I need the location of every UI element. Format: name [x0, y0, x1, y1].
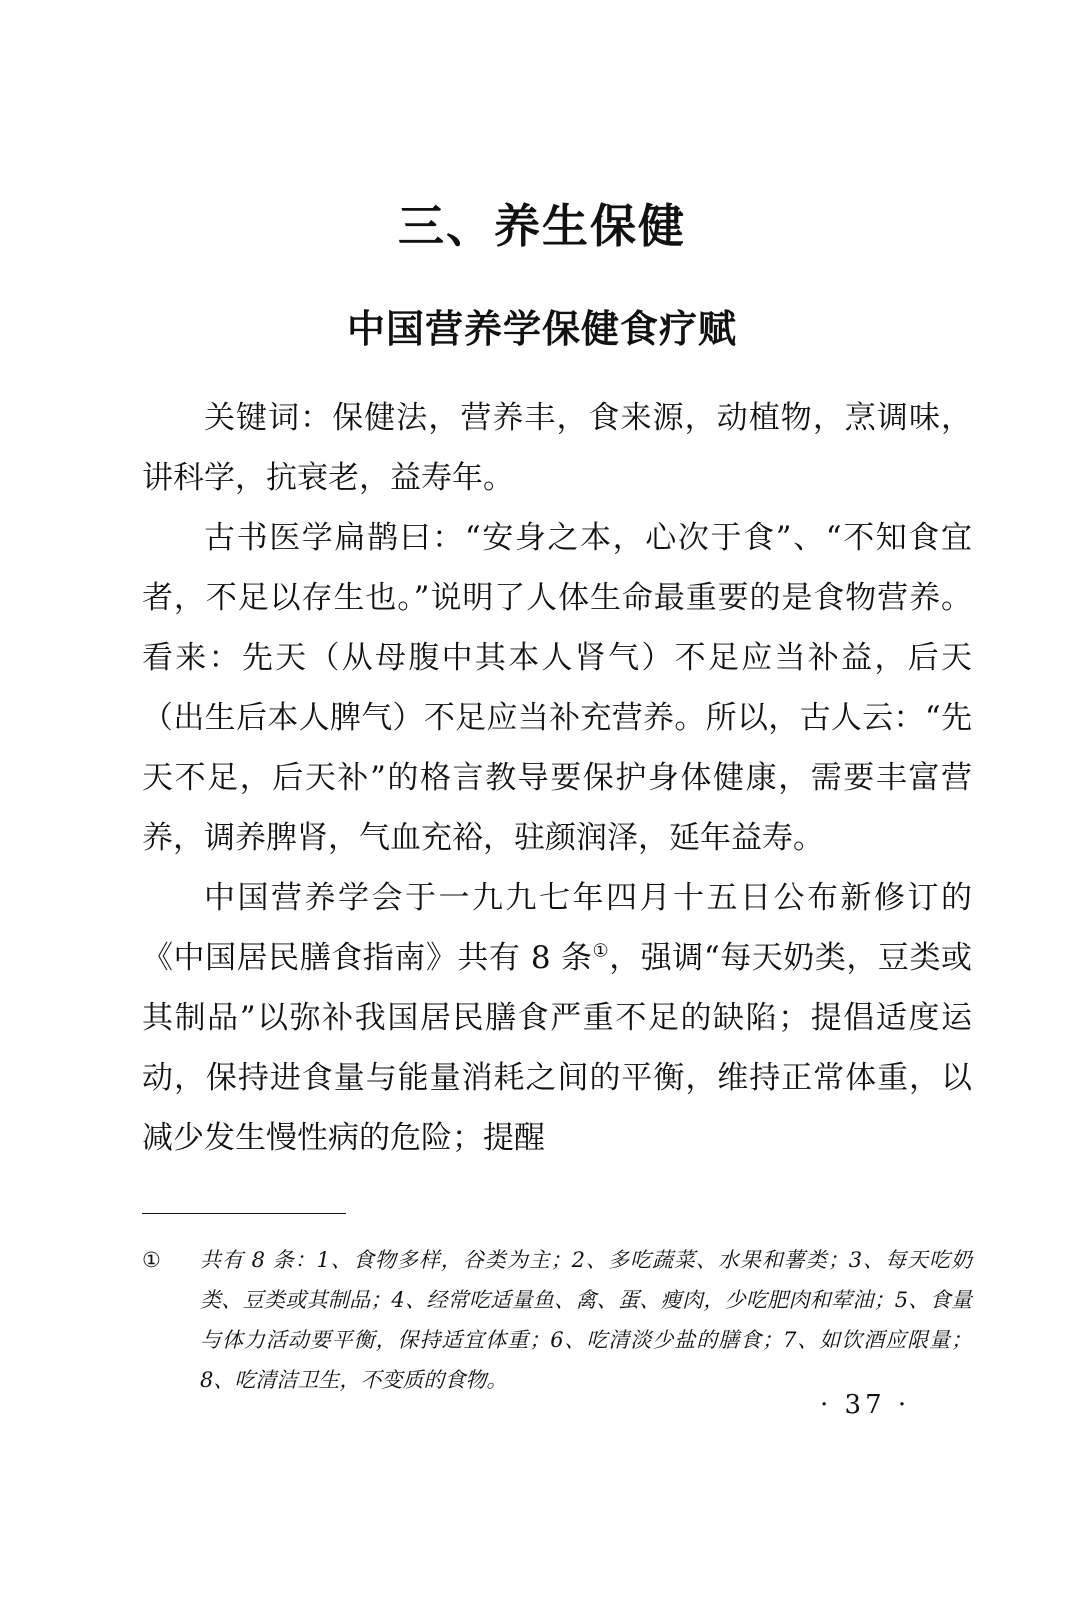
- footnote-reference: ①: [592, 940, 610, 962]
- paragraph-text: 中国营养学会于一九九七年四月十五日公布新修订的《中国居民膳食指南》共有 8 条: [142, 880, 972, 976]
- body-paragraph: 古书医学扁鹊曰：“安身之本，心次于食”、“不知食宜者，不足以存生也。”说明了人体生命最重要的是食物营养。看来：先天（从母腹中其本人肾气）不足应当补益，后天（出生后本人脾气）不足应当补充营养。所以，古人云：“先天不足，后天补”的格言教导要保护身体健康，需要丰富营养，调养脾肾，气血充裕，驻颜润泽，延年益寿。: [142, 520, 972, 856]
- footnote-text: 共有 8 条：1、食物多样，谷类为主；2、多吃蔬菜、水果和薯类；3、每天吃奶类、豆类或其制品；4、经常吃适量鱼、禽、蛋、瘦肉，少吃肥肉和荤油；5、食量与体力活动要平衡，保持适宜体重；6、吃清淡少盐的膳食；7、如饮酒应限量；8、吃清洁卫生，不变质的食物。: [200, 1248, 972, 1392]
- footnote-divider: [142, 1213, 346, 1214]
- footnote-marker: ①: [142, 1248, 161, 1272]
- paragraph-text: ，强调“每天奶类，豆类或其制品”以弥补我国居民膳食严重不足的缺陷；提倡适度运动，保持进食量与能量消耗之间的平衡，维持正常体重，以减少发生慢性病的危险；提醒: [142, 940, 972, 1156]
- page-number: · 37 ·: [820, 1390, 911, 1420]
- body-paragraph: [142, 868, 972, 1168]
- article-title: 中国营养学保健食疗赋: [346, 307, 737, 351]
- keywords-paragraph: 关键词：保健法，营养丰，食来源，动植物，烹调味，讲科学，抗衰老，益寿年。: [142, 400, 972, 496]
- footnote: [142, 1240, 972, 1400]
- body-text: [142, 388, 972, 1168]
- chapter-title: 三、养生保健: [398, 199, 686, 253]
